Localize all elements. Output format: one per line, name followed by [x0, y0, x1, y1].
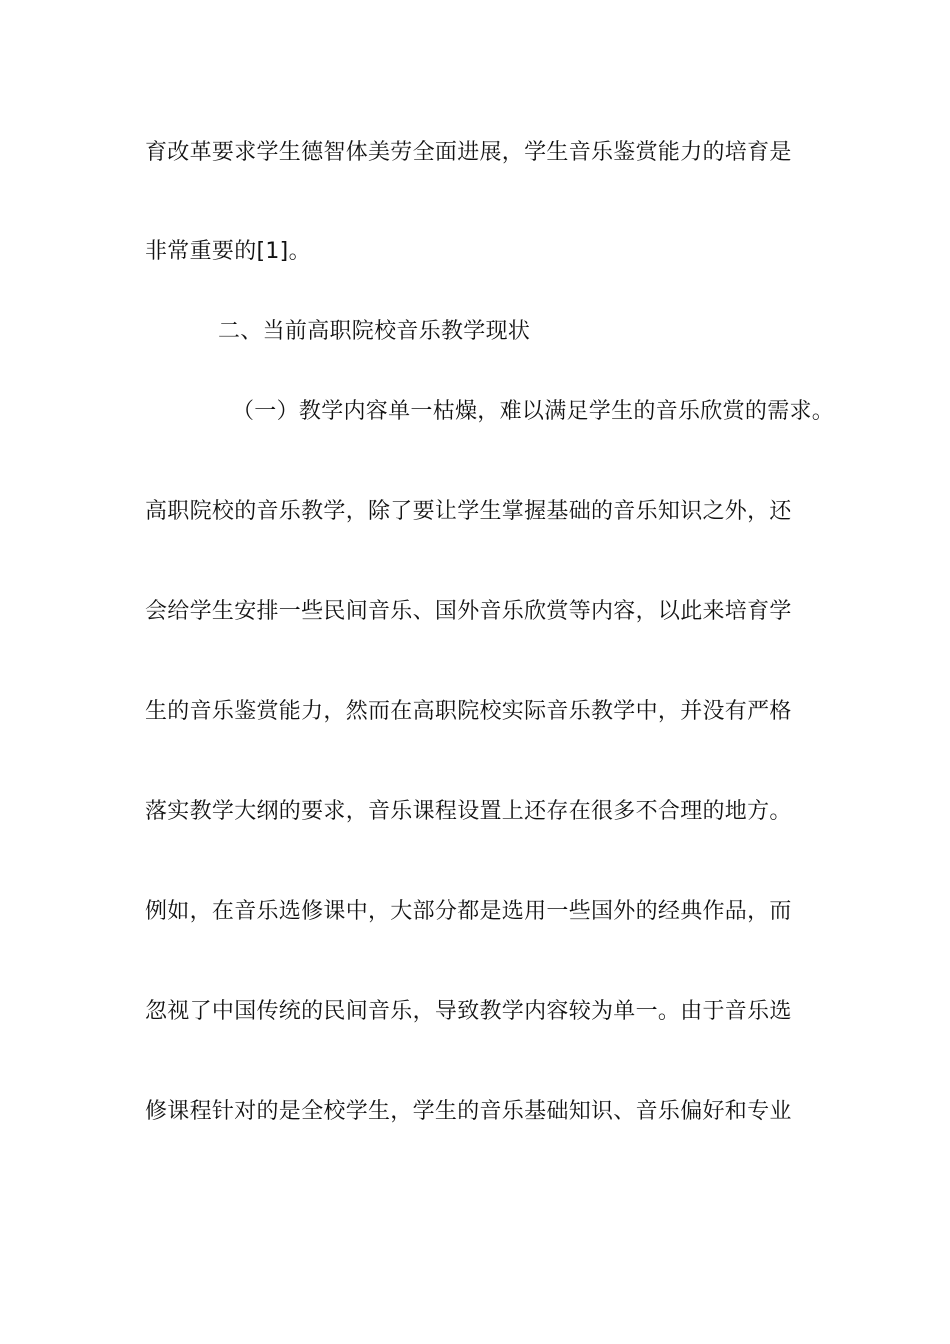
body-text-line: 落实教学大纲的要求，音乐课程设置上还存在很多不合理的地方。 [145, 799, 792, 824]
body-text-line: 育改革要求学生德智体美劳全面进展，学生音乐鉴赏能力的培育是 [145, 140, 792, 165]
body-text-line: 修课程针对的是全校学生，学生的音乐基础知识、音乐偏好和专业 [145, 1099, 792, 1124]
body-text-line: 会给学生安排一些民间音乐、国外音乐欣赏等内容，以此来培育学 [145, 599, 792, 624]
body-text-line: 忽视了中国传统的民间音乐，导致教学内容较为单一。由于音乐选 [145, 999, 792, 1024]
section-heading: 二、当前高职院校音乐教学现状 [218, 319, 531, 344]
body-text-line: 高职院校的音乐教学，除了要让学生掌握基础的音乐知识之外，还 [145, 499, 792, 524]
body-text-line: 非常重要的[1]。 [145, 239, 311, 264]
subsection-heading: （一）教学内容单一枯燥，难以满足学生的音乐欣赏的需求。 [232, 399, 835, 424]
body-text-line: 例如，在音乐选修课中，大部分都是选用一些国外的经典作品，而 [145, 899, 792, 924]
body-text-line: 生的音乐鉴赏能力，然而在高职院校实际音乐教学中，并没有严格 [145, 699, 792, 724]
